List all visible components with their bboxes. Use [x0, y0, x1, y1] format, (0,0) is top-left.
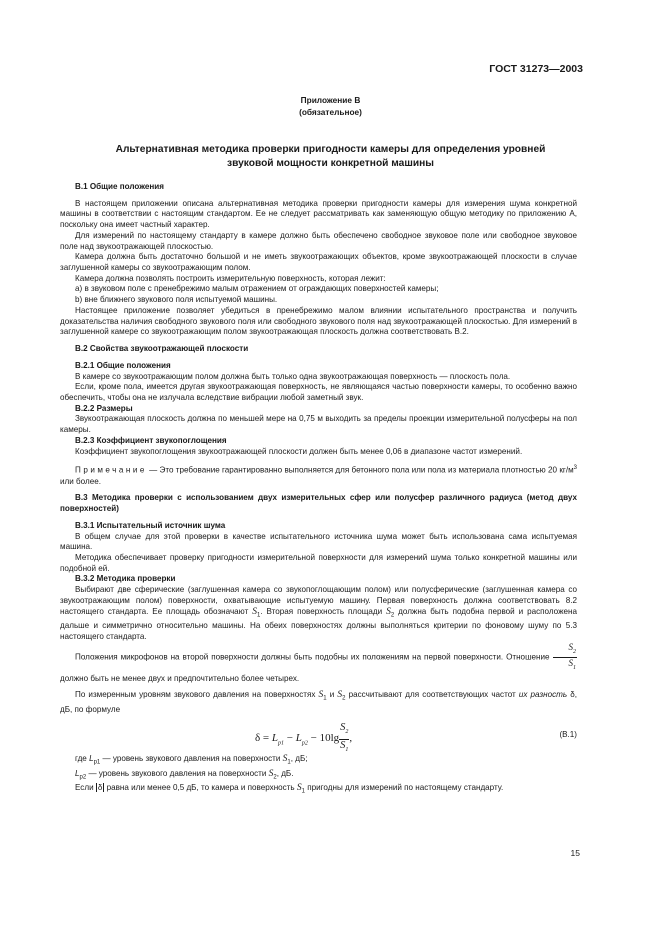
- symbol-s: S: [386, 606, 391, 617]
- formula-fraction: [339, 722, 349, 755]
- symbol-sub: 2: [342, 696, 346, 703]
- note: [60, 463, 577, 487]
- paragraph: Для измерений по настоящему стандарту в камере должно быть обеспечено свободное звуковое поле или свободное звуковое поле над звукоотражающей плоскостью.: [60, 230, 577, 251]
- appendix-label: Приложение В: [300, 95, 361, 105]
- symbol-sub: 1: [323, 696, 327, 703]
- paragraph: Коэффициент звукопоглощения звукоотражающей плоскости должен быть менее 0,06 в диапазоне частот измерений.: [75, 446, 523, 456]
- paragraph: Звукоотражающая плоскость должна по меньшей мере на 0,75 м выходить за пределы проекции измерительной полусферы на пол камеры.: [60, 414, 577, 435]
- symbol-s: S: [337, 690, 343, 701]
- title-line-1: Альтернативная методика проверки пригодности камеры для определения уровней: [115, 144, 546, 155]
- page-number: 15: [570, 848, 580, 858]
- symbol-delta: δ: [97, 783, 103, 793]
- fraction-numerator: [339, 722, 349, 739]
- formula-lhs: δ =: [255, 732, 272, 745]
- text-run: — уровень звукового давления на поверхности: [86, 768, 269, 778]
- section-b3-heading: В.3 Методика проверки с использованием двух измерительных сфер или полусфер различного радиуса (метод двух поверхностей): [60, 493, 577, 514]
- symbol-sub: 1: [287, 760, 291, 767]
- list-item-a: a) в звуковом поле с пренебрежимо малым отражением от ограждающих поверхностей камеры;: [75, 284, 439, 294]
- formula-number: (В.1): [559, 730, 577, 740]
- symbol-s: S: [340, 739, 346, 751]
- formula-comma: ,: [349, 732, 353, 745]
- text-run: должно быть не менее двух и предпочтительно более четырех.: [60, 673, 300, 683]
- section-b1-heading: В.1 Общие положения: [75, 182, 164, 191]
- note-superscript: 3: [573, 465, 577, 472]
- fraction-numerator: [553, 642, 578, 658]
- text-run: пригодны для измерений по настоящему стандарту.: [305, 783, 504, 793]
- formula-log: − 10lg: [307, 732, 340, 745]
- symbol-sub: 1: [345, 746, 349, 753]
- note-label: Примечание: [75, 465, 147, 475]
- paragraph: [60, 585, 577, 642]
- symbol-s: S: [252, 606, 257, 617]
- formula-b1: [60, 720, 577, 753]
- symbol-sub: 2: [573, 649, 576, 656]
- symbol-sub: p2: [79, 774, 87, 781]
- list-item-b: b) вне ближнего звукового поля испытуемой машины.: [75, 295, 278, 305]
- symbol-sub: 1: [256, 612, 261, 619]
- note-end: или более.: [60, 476, 101, 486]
- document-number: ГОСТ 31273—2003: [489, 63, 583, 75]
- italic-text: их разность: [518, 690, 568, 700]
- symbol-sub: 2: [345, 729, 349, 736]
- paragraph: [60, 690, 577, 715]
- subsection-b31-heading: В.3.1 Испытательный источник шума: [75, 520, 226, 530]
- symbol-sub: p2: [301, 740, 308, 747]
- text-run: Выбирают две сферические (заглушенная камера со звукопоглощающим полом) или полусферические (заглушенная камера со звукоотражающим полом) поверхности, охватывающие испытуемую машину. Первая поверхность должна соответствовать 8.2 настоящего стандарта. Ее площадь обозначают: [60, 585, 577, 616]
- note-text: — Это требование гарантированно выполняется для бетонного пола или пола из материала плотностью 20 кг/м: [146, 465, 574, 475]
- definition-line: [60, 754, 577, 768]
- symbol-s: S: [340, 722, 346, 734]
- symbol-sub: 1: [573, 664, 576, 671]
- symbol-sub: 2: [273, 774, 277, 781]
- ratio-fraction: [553, 642, 578, 673]
- subsection-b22-heading: В.2.2 Размеры: [75, 403, 133, 413]
- text-run: . Вторая поверхность площади: [260, 606, 387, 616]
- text-run: равна или менее 0,5 дБ, то камера и поверхность: [104, 783, 297, 793]
- formula-expression: [255, 722, 352, 755]
- paragraph: В общем случае для этой проверки в качестве испытательного источника шума может быть использована сама испытуемая машина.: [60, 531, 577, 552]
- symbol-s: S: [568, 658, 573, 669]
- symbol-s: S: [568, 642, 573, 653]
- formula-minus: −: [284, 732, 296, 745]
- symbol-l: L: [295, 732, 302, 745]
- text-run: — уровень звукового давления на поверхности: [100, 754, 283, 764]
- symbol-sub: p1: [93, 760, 101, 767]
- fraction-denominator: [553, 658, 578, 673]
- paragraph: [60, 642, 577, 684]
- text-run: и: [326, 690, 338, 700]
- appendix-title: [60, 143, 601, 170]
- paragraph: Камера должна быть достаточно большой и не иметь звукоотражающих объектов, кроме звукоотражающей плоскости в случае заглушенной камеры со звукоотражающим полом.: [60, 252, 577, 273]
- symbol-sub: p1: [278, 740, 285, 747]
- text-run: По измеренным уровням звукового давления на поверхностях: [75, 690, 319, 700]
- section-b2-heading: В.2 Свойства звукоотражающей плоскости: [75, 344, 249, 354]
- symbol-s: S: [268, 768, 274, 779]
- symbol-l: L: [89, 754, 94, 764]
- text-run: , дБ;: [290, 754, 308, 764]
- paragraph: Если, кроме пола, имеется другая звукоотражающая поверхность, не являющаяся частью поверхности камеры, то особенно важно обеспечить, чтобы она не излучала вследствие вибрации любой заметный звук.: [60, 382, 577, 402]
- symbol-s: S: [318, 690, 324, 701]
- document-body: [60, 182, 577, 797]
- paragraph: Камера должна позволять построить измерительную поверхность, которая лежит:: [75, 273, 386, 283]
- text-run: Если: [75, 783, 96, 793]
- text-run: рассчитывают для соответствующих частот: [345, 690, 519, 700]
- paragraph: Настоящее приложение позволяет убедиться в пренебрежимо малом влиянии испытательного пространства и получить доказательства наличия свободного звукового поля или свободного звукового поля над звукоотражающей плоскостью. Для измерений в заглушенной камере со звукоотражающим полом звукоотражающая плоскость должна соответствовать В.2.: [60, 305, 577, 337]
- appendix-status: (обязательное): [299, 106, 362, 117]
- subsection-b23-heading: В.2.3 Коэффициент звукопоглощения: [75, 435, 227, 445]
- symbol-s: S: [296, 783, 302, 794]
- symbol-s: S: [282, 754, 288, 765]
- symbol-l: L: [271, 732, 279, 745]
- fraction-denominator: [339, 740, 349, 756]
- paragraph: В настоящем приложении описана альтернативная методика проверки пригодности камеры для измерения шума конкретной машины в соответствии с настоящим стандартом. Ее не следует рассматривать как заменяющую общую методику по приложению А, поскольку она имеет частный характер.: [60, 198, 577, 230]
- text-run: где: [75, 754, 90, 764]
- title-line-2: звуковой мощности конкретной машины: [227, 157, 434, 169]
- subsection-b32-heading: В.3.2 Методика проверки: [75, 574, 176, 584]
- subsection-b21-heading: В.2.1 Общие положения: [75, 360, 171, 370]
- definition-line: [60, 769, 577, 783]
- appendix-heading: [60, 95, 601, 118]
- text-run: , дБ.: [276, 768, 294, 778]
- paragraph: Методика обеспечивает проверку пригодности измерительной поверхности для измерений шума только конкретной машины или подобной ей.: [60, 552, 577, 573]
- text-run: должна быть подобна первой и расположена дальше и симметрично относительно машины. На обеих поверхностях должны выполняться критерии по фоновому шуму по 5.3 настоящего стандарта.: [60, 606, 577, 641]
- text-run: δ, дБ, по формуле: [60, 690, 577, 714]
- paragraph: В камере со звукоотражающим полом должна быть только одна звукоотражающая поверхность — плоскость пола.: [75, 371, 511, 381]
- symbol-sub: 2: [390, 612, 395, 619]
- symbol-l: L: [75, 768, 80, 778]
- paragraph: [60, 783, 577, 797]
- text-run: Положения микрофонов на второй поверхности должны быть подобны их положениям на первой поверхности. Отношение: [75, 652, 553, 662]
- symbol-sub: 1: [301, 788, 305, 795]
